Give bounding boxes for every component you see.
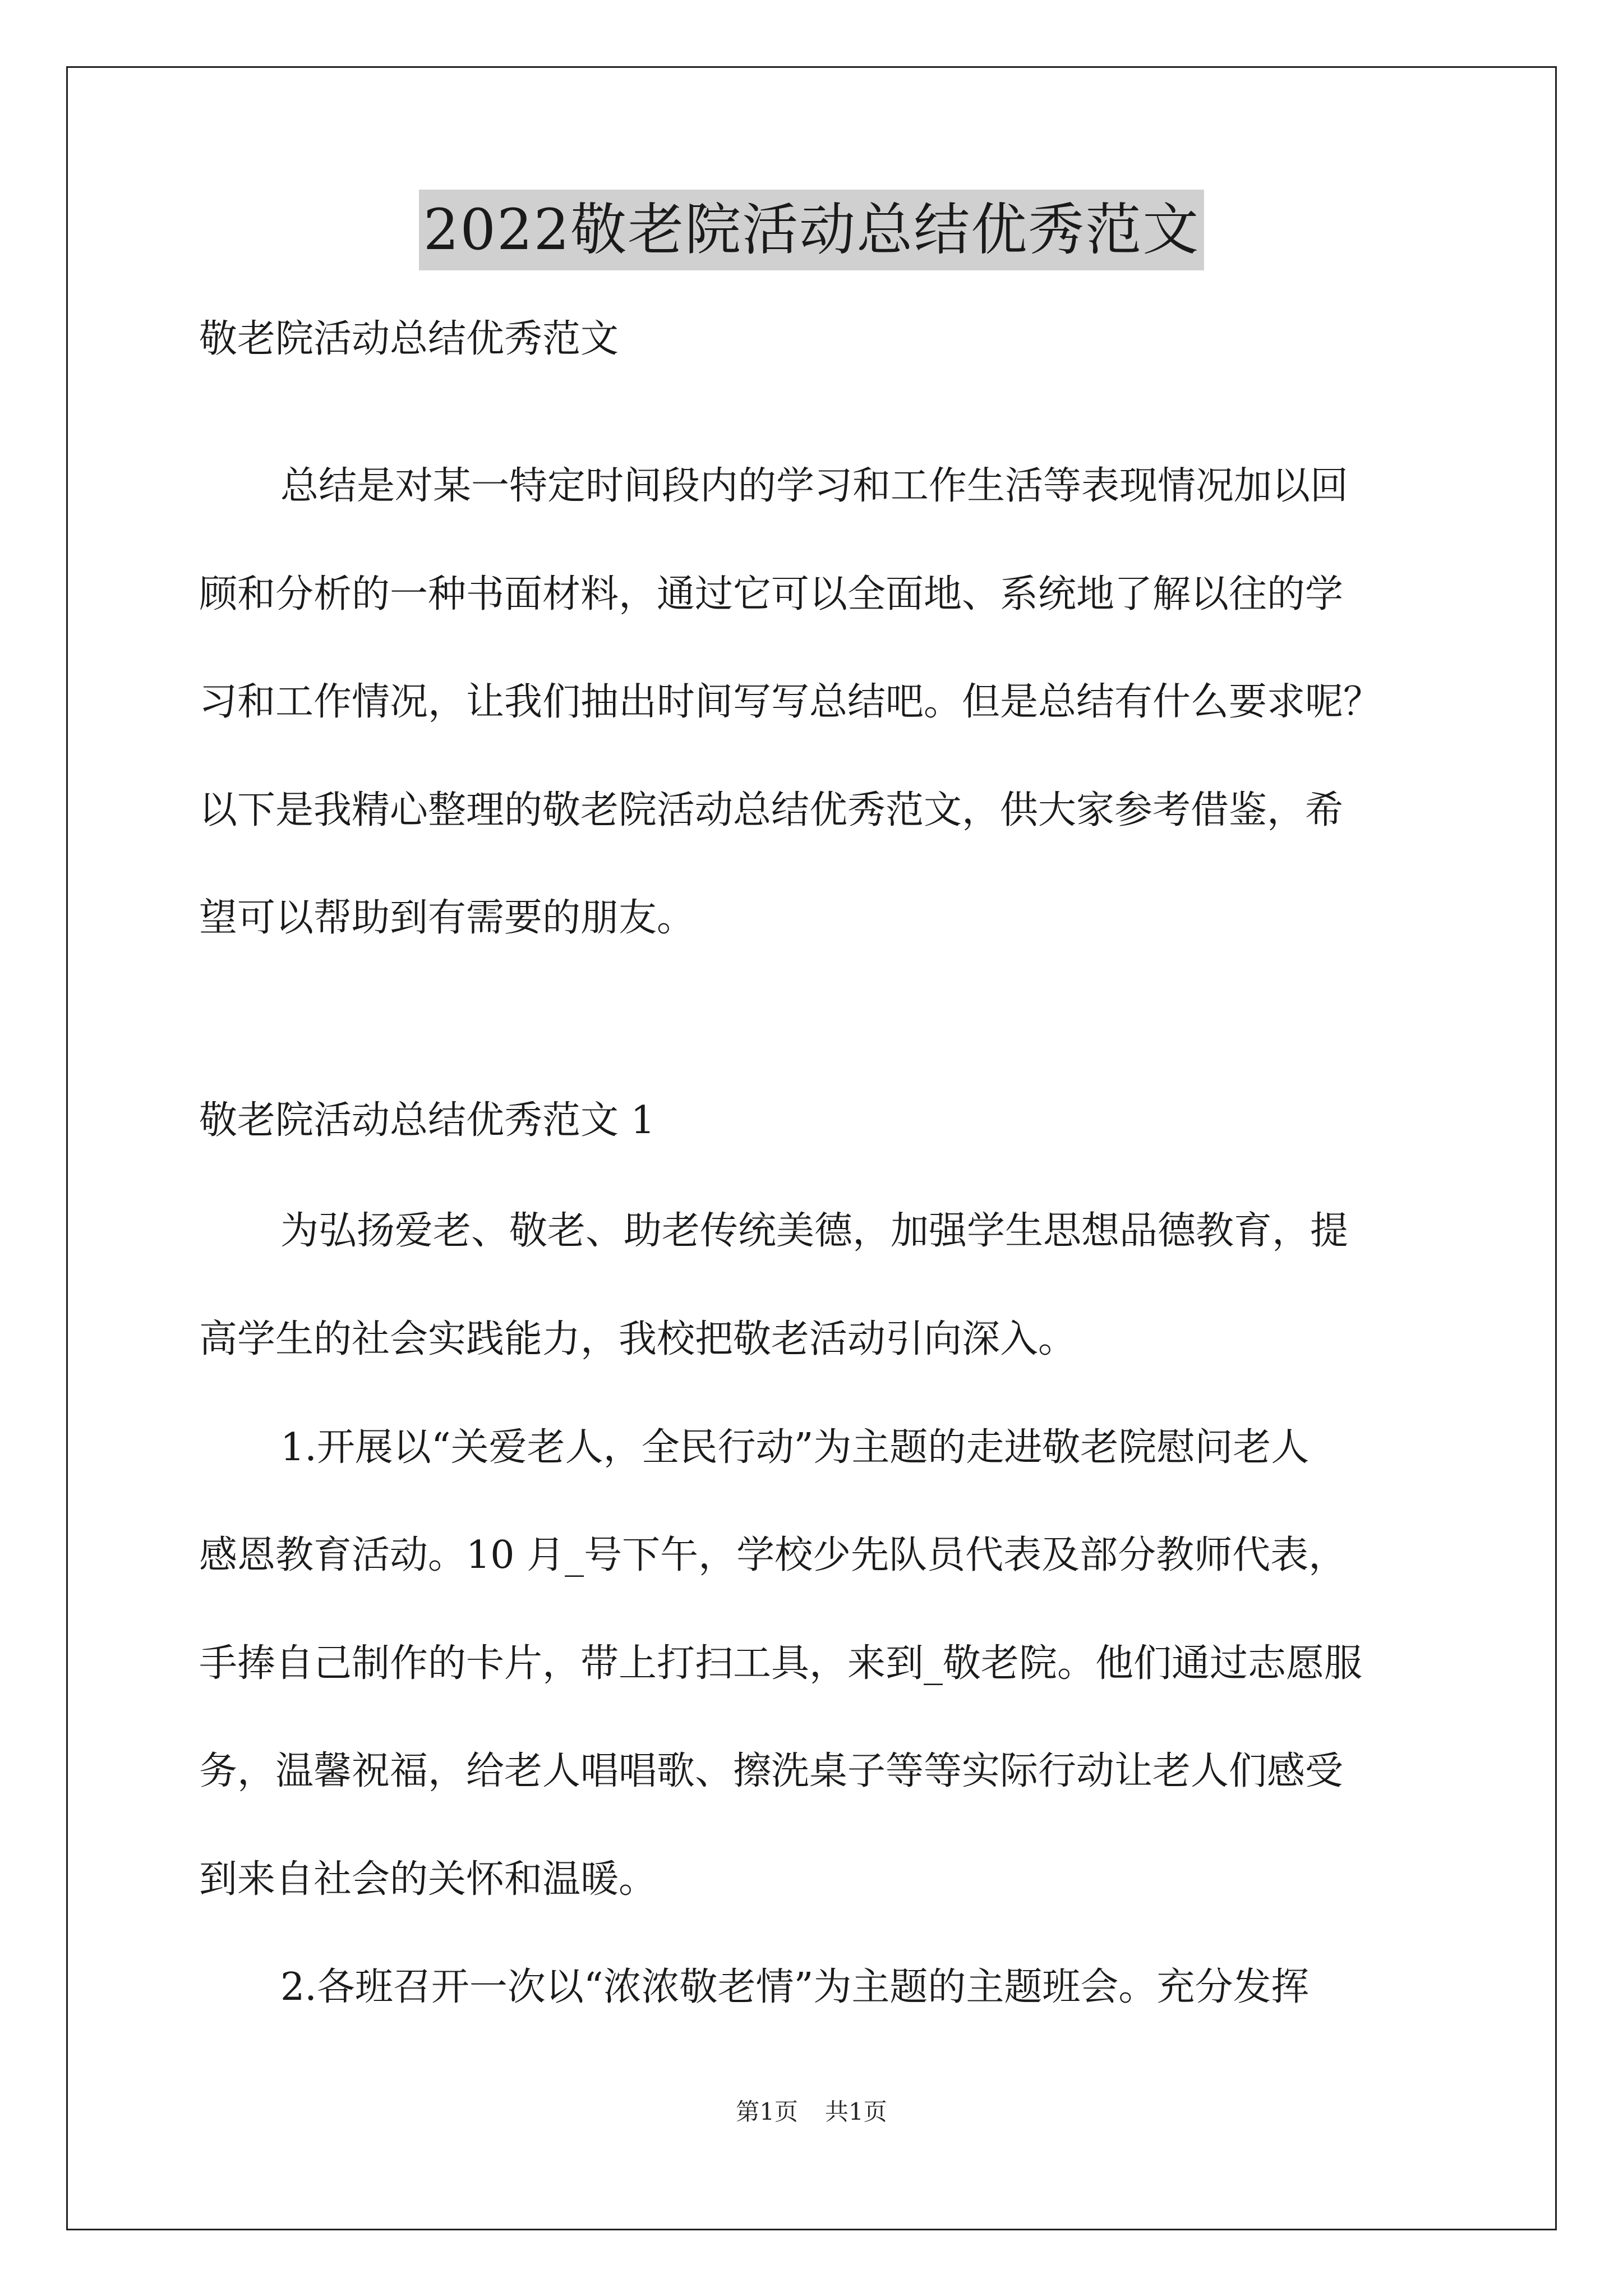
intro-line: 总结是对某一特定时间段内的学习和工作生活等表现情况加以回 bbox=[280, 464, 1349, 508]
body-line: 感恩教育活动。10 月_号下午，学校少先队员代表及部分教师代表， bbox=[199, 1533, 1347, 1577]
body-line: 高学生的社会实践能力，我校把敬老活动引向深入。 bbox=[199, 1317, 1077, 1361]
page-footer bbox=[0, 2095, 1623, 2129]
body-line: 手捧自己制作的卡片，带上打扫工具，来到_敬老院。他们通过志愿服 bbox=[199, 1641, 1363, 1686]
body-line: 为弘扬爱老、敬老、助老传统美德，加强学生思想品德教育，提 bbox=[280, 1209, 1349, 1253]
intro-line: 望可以帮助到有需要的朋友。 bbox=[199, 896, 695, 940]
intro-heading: 敬老院活动总结优秀范文 bbox=[199, 317, 619, 361]
body-line: 到来自社会的关怀和温暖。 bbox=[199, 1857, 657, 1902]
document-title-text: 2022敬老院活动总结优秀范文 bbox=[419, 190, 1205, 270]
body-line: 2.各班召开一次以“浓浓敬老情”为主题的主题班会。充分发挥 bbox=[280, 1965, 1310, 2009]
intro-line: 顾和分析的一种书面材料，通过它可以全面地、系统地了解以往的学 bbox=[199, 572, 1344, 616]
document-title bbox=[0, 190, 1623, 270]
page-number-total: 共1页 bbox=[825, 2098, 887, 2125]
intro-line: 习和工作情况，让我们抽出时间写写总结吧。但是总结有什么要求呢？ bbox=[199, 680, 1382, 724]
page-border bbox=[66, 66, 1557, 2230]
page-number-current: 第1页 bbox=[736, 2098, 798, 2125]
body-line: 务，温馨祝福，给老人唱唱歌、擦洗桌子等等实际行动让老人们感受 bbox=[199, 1749, 1344, 1793]
body-line: 1.开展以“关爱老人，全民行动”为主题的走进敬老院慰问老人 bbox=[280, 1425, 1310, 1470]
section-heading: 敬老院活动总结优秀范文 1 bbox=[199, 1098, 655, 1143]
intro-line: 以下是我精心整理的敬老院活动总结优秀范文，供大家参考借鉴，希 bbox=[199, 788, 1344, 832]
